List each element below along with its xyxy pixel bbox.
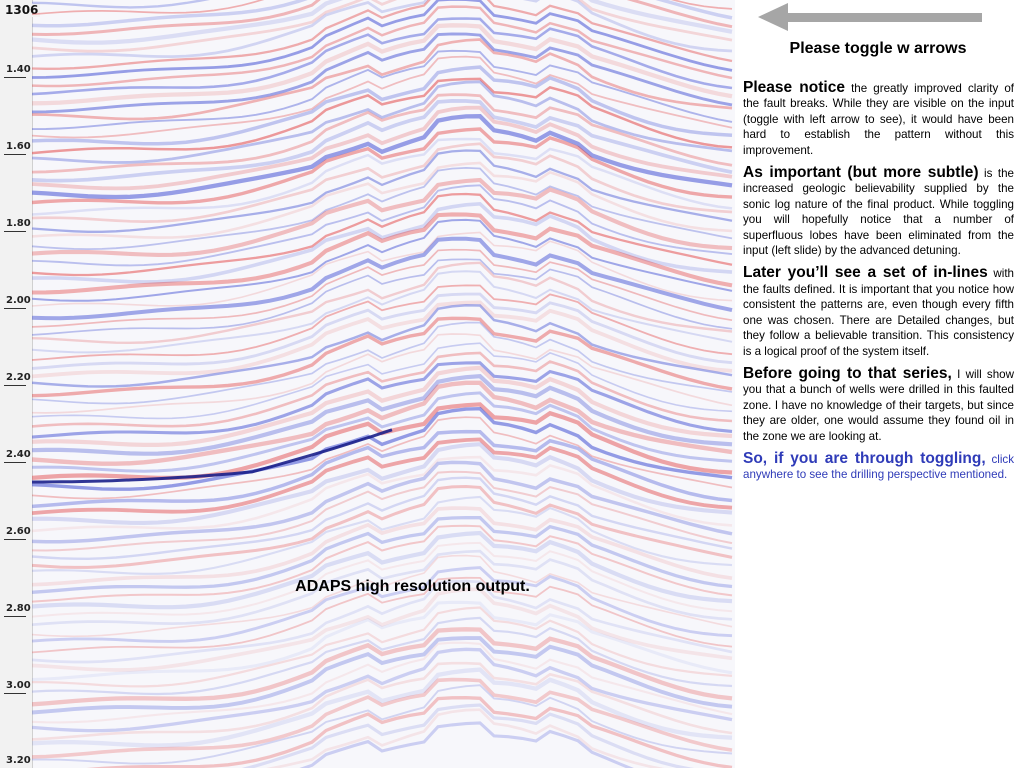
section-caption: ADAPS high resolution output. [295, 578, 530, 595]
time-tick-mark [4, 231, 26, 232]
time-tick-label: 1.60 [6, 141, 31, 152]
time-tick-label: 2.00 [6, 295, 31, 306]
time-tick-label: 1.40 [6, 64, 31, 75]
time-tick-mark [4, 539, 26, 540]
note-paragraph [743, 80, 1014, 158]
time-tick-label: 2.40 [6, 449, 31, 460]
time-tick-mark [4, 77, 26, 78]
note-lead: As important (but more subtle) [743, 164, 979, 182]
time-tick-mark [4, 462, 26, 463]
time-tick-label: 3.00 [6, 680, 31, 691]
seismic-reflectors-image [32, 0, 735, 768]
notes-list [743, 80, 1014, 490]
note-body: with the faults defined. It is important that you notice how consistent the patterns are, even though every fifth one was chosen. There are Detailed changes, but they follow a believable transition. This consistency is a logical proof of the system itself. [743, 267, 1014, 358]
note-lead: Please notice [743, 79, 845, 96]
toggle-hint: Please toggle w arrows [789, 40, 967, 57]
time-tick-label: 2.80 [6, 603, 31, 614]
time-tick-label: 2.20 [6, 372, 31, 383]
time-tick-mark [4, 308, 26, 309]
time-tick-mark [4, 385, 26, 386]
time-tick-mark [4, 693, 26, 694]
reflector-band [32, 180, 732, 255]
time-tick-mark [4, 616, 26, 617]
note-paragraph [743, 165, 1014, 258]
note-paragraph [743, 265, 1014, 358]
note-paragraph [743, 366, 1014, 444]
reflector-band [32, 194, 732, 275]
time-tick-label: 1.80 [6, 218, 31, 229]
note-body: is the increased geologic believability supplied by the sonic log nature of the final product. While toggling you will hopefully notice that a number of superfluous lobes have been eliminated from the input (left slide) by the advanced detuning. [743, 167, 1014, 258]
time-tick-mark [4, 154, 26, 155]
note-body: I will show you that a bunch of wells were drilled in this faulted zone. I have no knowledge of their targets, but since they are older, one would assume they found oil in the zone we are looking at. [743, 367, 1014, 443]
reflector-band [32, 239, 732, 319]
drilling-perspective-link[interactable] [743, 451, 1014, 483]
note-body: click anywhere to see the drilling perspective mentioned. [743, 452, 1014, 482]
notes-panel [740, 0, 1016, 768]
time-tick-label: 3.20 [6, 755, 31, 766]
section-number: 1306 [5, 3, 39, 17]
note-lead: Before going to that series, [743, 364, 952, 382]
left-arrow-icon[interactable] [758, 2, 983, 32]
note-body: the greatly improved clarity of the fault breaks. While they are visible on the input (toggle with left arrow to see), it would have been hard to establish the pattern without this improvement. [743, 82, 1015, 157]
time-axis [0, 0, 33, 768]
note-lead: So, if you are through toggling, [743, 449, 986, 467]
time-tick-label: 2.60 [6, 526, 31, 537]
reflector-band [32, 25, 732, 103]
note-lead: Later you’ll see a set of in-lines [743, 264, 988, 282]
